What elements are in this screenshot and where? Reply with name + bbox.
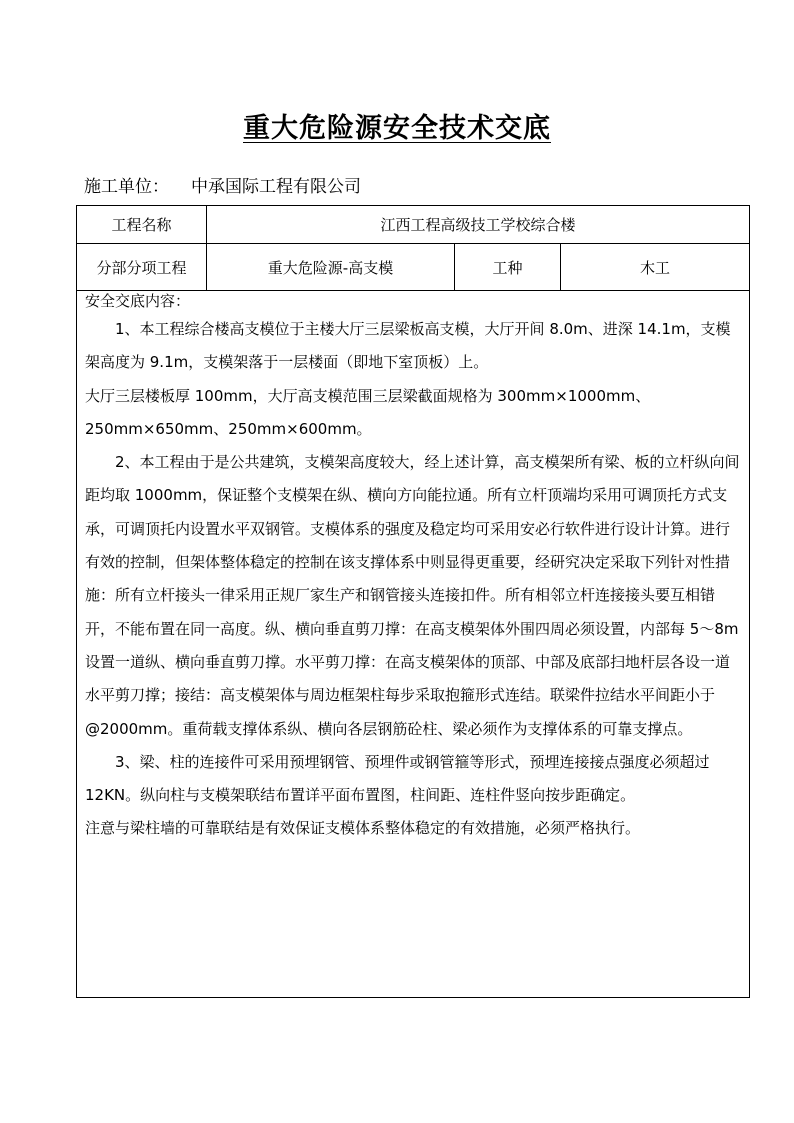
- content-paragraph-1: 1、本工程综合楼高支模位于主楼大厅三层梁板高支模，大厅开间 8.0m、进深 14.1m，支模架高度为 9.1m，支模架落于一层楼面（即地下室顶板）上。: [85, 320, 731, 372]
- content-heading: 安全交底内容：: [85, 292, 191, 310]
- trade-label: 工种: [455, 244, 561, 291]
- briefing-table: [76, 205, 750, 998]
- subproject-label: 分部分项工程: [77, 244, 207, 291]
- subproject-value: 重大危险源-高支模: [207, 244, 455, 291]
- briefing-content: [77, 291, 750, 998]
- content-paragraph-5: 注意与梁柱墙的可靠联结是有效保证支模体系整体稳定的有效措施，必须严格执行。: [85, 819, 641, 838]
- content-paragraph-2: 大厅三层楼板厚 100mm，大厅高支模范围三层梁截面规格为 300mm×1000mm、250mm×650mm、250mm×600mm。: [85, 386, 651, 438]
- project-name-label: 工程名称: [77, 206, 207, 244]
- document-title: 重大危险源安全技术交底: [243, 113, 551, 144]
- construction-unit-label: 施工单位：: [84, 177, 169, 197]
- construction-unit-value: 中承国际工程有限公司: [191, 177, 361, 197]
- content-paragraph-3: 2、本工程由于是公共建筑，支模架高度较大，经上述计算，高支模架所有梁、板的立杆纵向间距均取 1000mm，保证整个支模架在纵、横向方向能拉通。所有立杆顶端均采用可调顶托方式支承，可调顶托内设置水平双钢管。支模体系的强度及稳定均可采用安必行软件进行设计计算。进行有效的控制，但架体整体稳定的控制在该支撑体系中则显得更重要，经研究决定采取下列针对性措施：所有立杆接头一律采用正规厂家生产和钢管接头连接扣件。所有相邻立杆连接接头要互相错开，不能布置在同一高度。纵、横向垂直剪刀撑：在高支模架体外围四周必须设置，内部每 5～8m 设置一道纵、横向垂直剪刀撑。水平剪刀撑：在高支模架体的顶部、中部及底部扫地杆层各设一道水平剪刀撑；接结：高支模架体与周边框架柱每步采取抱箍形式连结。联梁件拉结水平间距小于@2000mm。重荷载支撑体系纵、横向各层钢筋砼柱、梁必须作为支撑体系的可靠支撑点。: [85, 453, 740, 738]
- content-paragraph-4: 3、梁、柱的连接件可采用预埋钢管、预埋件或钢管箍等形式，预埋连接接点强度必须超过 12KN。纵向柱与支模架联结布置详平面布置图，柱间距、连柱件竖向按步距确定。: [85, 752, 710, 805]
- trade-value: 木工: [561, 244, 750, 291]
- table-row: [77, 244, 750, 291]
- construction-unit: [84, 172, 361, 197]
- project-name-value: 江西工程高级技工学校综合楼: [207, 206, 750, 244]
- table-row: [77, 206, 750, 244]
- table-row: [77, 291, 750, 998]
